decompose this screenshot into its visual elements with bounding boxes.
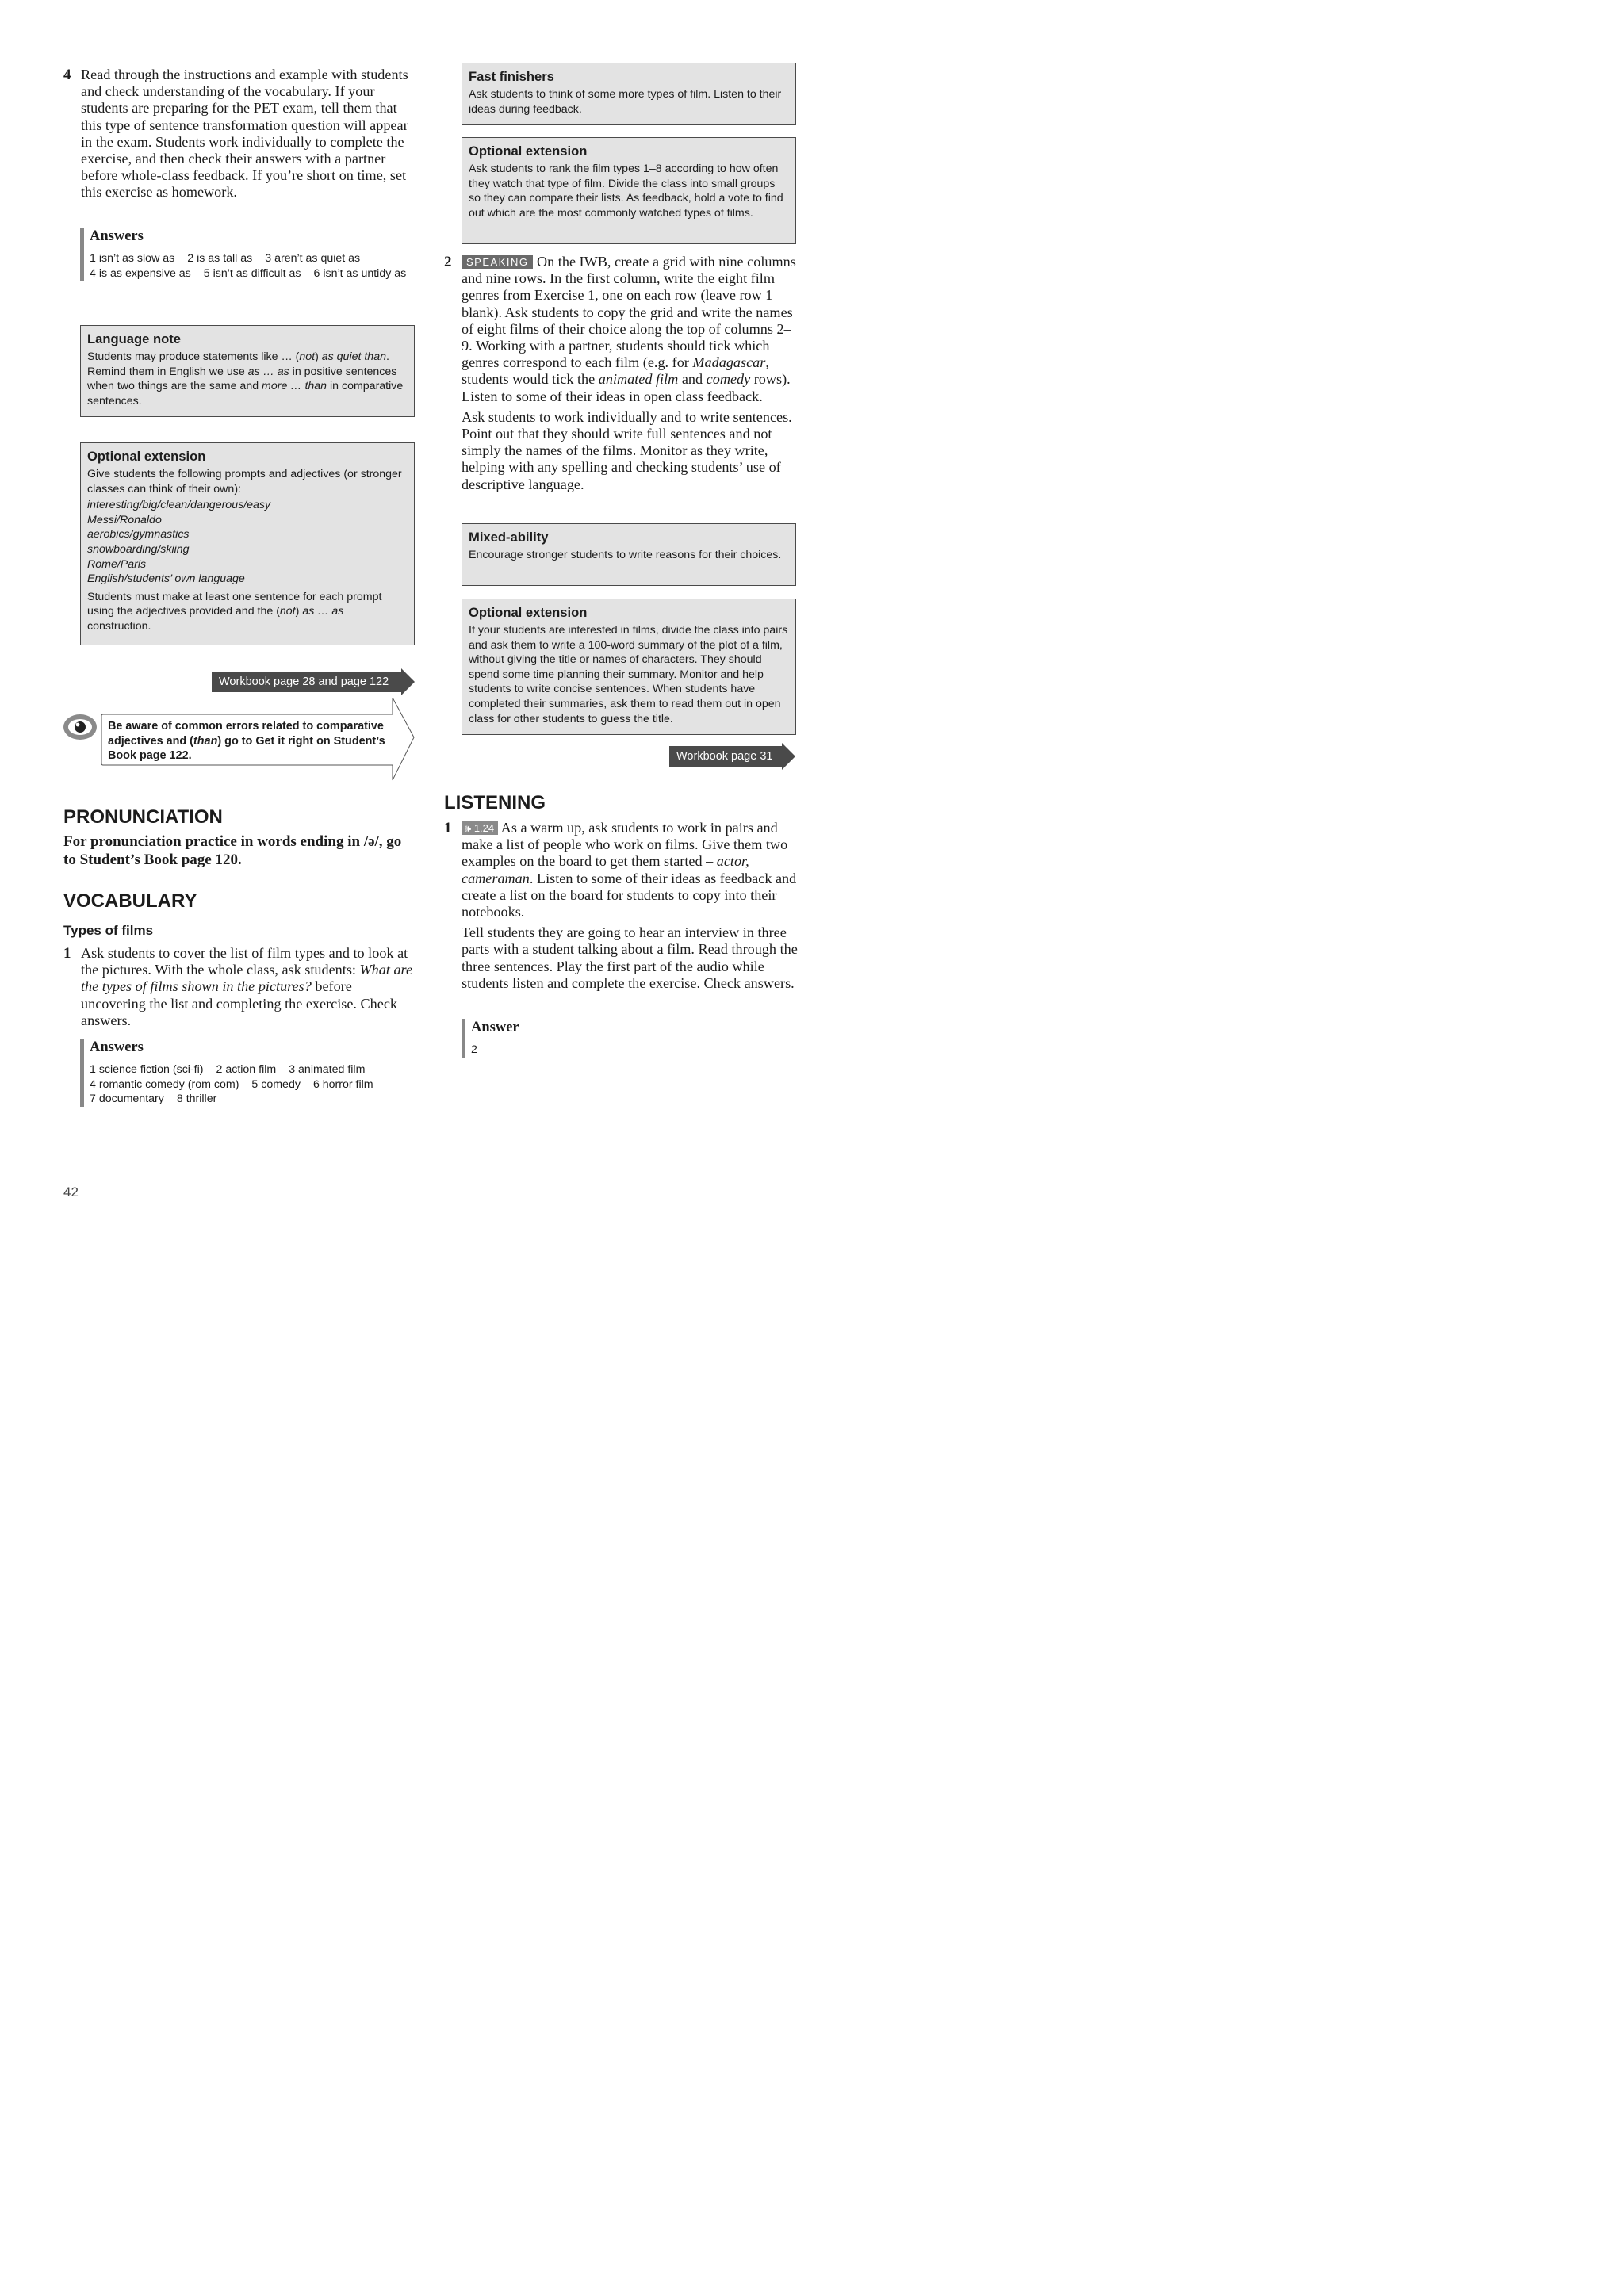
exercise-text-2: Ask students to work individually and to write sentences. Point out that they should write full sentences and not simply the names of the films. Monitor as they write, helping with any spelling and checking students’ use of descriptive language. [462, 408, 792, 492]
box-text: If your students are interested in films, divide the class into pairs and ask them to write a 100-word summary of the plot of a film, without giving the title or names of characters. They should spend some time planning their summary. Monitor and help students to write concise sentences. When students have completed their summaries, ask them to read them out in open class for other students to guess the title. [469, 624, 788, 725]
get-it-right-callout [62, 698, 419, 783]
workbook-link[interactable]: Workbook page 28 and page 122 [212, 672, 401, 692]
exercise-text: 🕪 1.24 As a warm up, ask students to work in pairs and make a list of people who work on films. Give them two examples on the board to get them started – actor, cameraman. Listen to some of their ideas as feedback and create a list on the board for students to copy into their notebooks. [462, 820, 797, 920]
answer-item: 3 aren’t as quiet as [265, 252, 361, 265]
speaker-icon: 🕪 [465, 822, 472, 834]
answer-item: 1 isn’t as slow as [90, 252, 175, 265]
optional-extension-box [80, 442, 415, 645]
prompt-item: interesting/big/clean/dangerous/easy [87, 499, 271, 512]
answers-title: Answers [90, 1039, 144, 1055]
answer-box [462, 1019, 630, 1058]
answers-box [80, 228, 407, 281]
answer-item: 1 science fiction (sci-fi) [90, 1063, 204, 1076]
answer-item: 5 comedy [251, 1077, 301, 1091]
exercise-text-2: Tell students they are going to hear an interview in three parts with a student talking about a film. Read through the three sentences. Play the first part of the audio while students listen and complete the exercise. Check answers. [462, 924, 798, 991]
exercise-number: 2 [444, 254, 452, 270]
answers-list [90, 251, 407, 281]
box-outro: Students must make at least one sentence for each prompt using the adjectives provided and the (not) as … as construction. [87, 590, 382, 633]
answer-item: 6 isn’t as untidy as [313, 266, 407, 280]
exercise-text: SPEAKING On the IWB, create a grid with nine columns and nine rows. In the first column, write the eight film genres from Exercise 1, one on each row (leave row 1 blank). Ask students to copy the grid and write the names of eight films of their choice along the top of columns 2–9. Working with a partner, students should tick which genres correspond to each film (e.g. for Madagascar, students would tick the animated film and comedy rows). Listen to some of their ideas in open class feedback. [462, 254, 796, 404]
answers-title: Answers [90, 228, 144, 244]
fast-finishers-box [462, 63, 796, 125]
box-title: Language note [87, 331, 182, 346]
language-note-box [80, 325, 415, 417]
prompt-item: aerobics/gymnastics [87, 528, 190, 541]
exercise-2 [444, 254, 801, 493]
answer-item: 4 romantic comedy (rom com) [90, 1077, 239, 1091]
answer-item: 3 animated film [289, 1063, 366, 1076]
answer-item: 6 horror film [312, 1077, 373, 1091]
exercise-number: 4 [63, 67, 71, 83]
prompt-item: Rome/Paris [87, 557, 147, 571]
eye-icon-pupil [75, 721, 86, 733]
answers-box [80, 1039, 423, 1107]
box-text: Encourage stronger students to write reasons for their choices. [469, 549, 782, 561]
box-title: Mixed-ability [469, 530, 549, 545]
exercise-text: Ask students to cover the list of film types and to look at the pictures. With the whole class, ask students: What are the types of films shown in the pictures? before uncovering the list and completing the exercise. Check answers. [81, 945, 413, 1028]
eye-icon-glint [76, 723, 80, 727]
pronunciation-heading: PRONUNCIATION [63, 806, 223, 828]
box-intro: Give students the following prompts and adjectives (or stronger classes can think of their own): [87, 468, 402, 496]
exercise-4 [63, 67, 420, 201]
box-title: Optional extension [87, 449, 206, 464]
box-text: Ask students to think of some more types of film. Listen to their ideas during feedback. [469, 88, 782, 116]
audio-track-badge[interactable]: 🕪 1.24 [462, 821, 498, 835]
answer-item: 8 thriller [176, 1093, 217, 1106]
answer-value: 2 [471, 1043, 477, 1056]
answers-list [90, 1062, 423, 1107]
pronunciation-text: For pronunciation practice in words ending in /ə/, go to Student’s Book page 120. [63, 833, 402, 868]
exercise-text: Read through the instructions and example with students and check understanding of the vocabulary. If your students are preparing for the PET exam, tell them that this type of sentence transformation question will appear in the exam. Students work individually to complete the exercise, and then check their answers with a partner before whole-class feedback. If you’re short on time, set this exercise as homework. [81, 67, 408, 201]
vocabulary-heading: VOCABULARY [63, 890, 197, 912]
page-number: 42 [63, 1184, 79, 1200]
workbook-link[interactable]: Workbook page 31 [669, 746, 782, 767]
prompt-item: snowboarding/skiing [87, 542, 190, 556]
prompt-item: English/students’ own language [87, 572, 245, 586]
prompt-list [87, 498, 408, 587]
prompt-item: Messi/Ronaldo [87, 513, 162, 526]
answer-item: 5 isn’t as difficult as [203, 266, 301, 280]
exercise-number: 1 [63, 945, 71, 962]
box-title: Optional extension [469, 605, 588, 620]
box-title: Optional extension [469, 144, 588, 159]
vocabulary-exercise-1 [63, 945, 420, 1029]
speaking-badge: SPEAKING [462, 255, 533, 269]
answer-item: 4 is as expensive as [90, 266, 191, 280]
exercise-number: 1 [444, 820, 452, 836]
mixed-ability-box [462, 523, 796, 586]
answer-item: 7 documentary [90, 1093, 164, 1106]
box-text: Students may produce statements like … (not) as quiet than. Remind them in English we use as … as in positive sentences when two things are the same and more … than in comparative sentences. [87, 350, 404, 408]
box-title: Fast finishers [469, 69, 554, 84]
box-text: Ask students to rank the film types 1–8 according to how often they watch that type of film. Divide the class into small groups so they can compare their lists. As feedback, hold a vote to find out which are the most commonly watched types of films. [469, 163, 783, 220]
listening-heading: LISTENING [444, 792, 546, 813]
optional-extension-box [462, 137, 796, 244]
vocabulary-subheading: Types of films [63, 923, 154, 938]
optional-extension-box [462, 599, 796, 735]
answer-item: 2 action film [216, 1063, 277, 1076]
listening-exercise-1 [444, 820, 801, 992]
answer-title: Answer [471, 1020, 519, 1035]
get-it-right-text: Be aware of common errors related to comparative adjectives and (than) go to Get it right on Student’s Book page 122. [108, 720, 385, 763]
answer-item: 2 is as tall as [187, 252, 253, 265]
